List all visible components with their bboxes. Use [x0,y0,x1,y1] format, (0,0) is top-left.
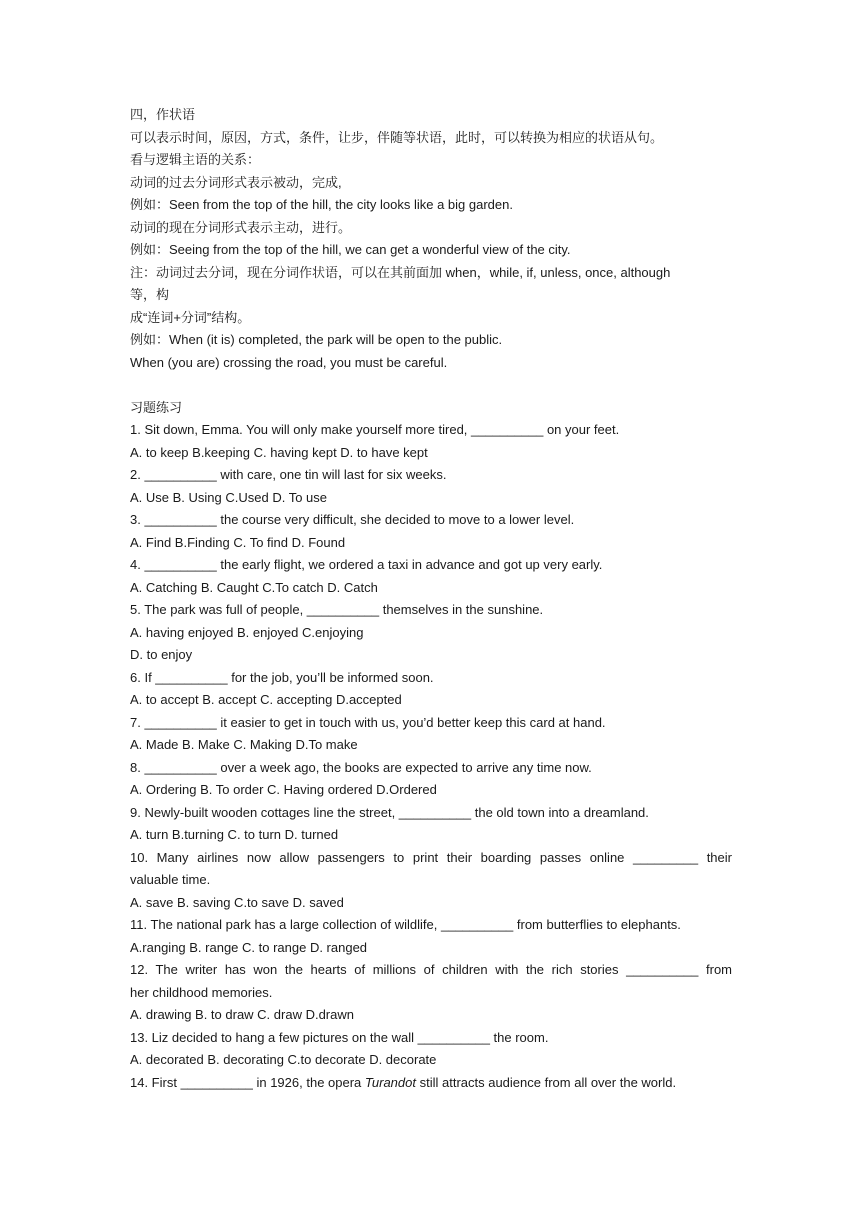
question-line: 9. Newly-built wooden cottages line the street, __________ the old town into a dreamland. [130,804,649,820]
options-line: A. to accept B. accept C. accepting D.accepted [130,692,402,707]
question-line: 8. __________ over a week ago, the books are expected to arrive any time now. [130,759,592,775]
options-line: A. to keep B.keeping C. having kept D. to have kept [130,444,428,460]
note-line: 注：动词过去分词，现在分词作状语，可以在其前面加 when，while, if, unless, once, although [130,264,671,280]
exercise-title: 习题练习 [130,399,183,415]
question-line: 5. The park was full of people, __________ themselves in the sunshine. [130,602,544,617]
question-line: 2. __________ with care, one tin will last for six weeks. [130,467,447,482]
options-line: A. Made B. Make C. Making D.To make [130,737,358,752]
question-line [130,1072,732,1095]
question-line: 6. If __________ for the job, you’ll be informed soon. [130,669,434,685]
note-line: 等，构 [130,287,170,302]
question-line: 13. Liz decided to hang a few pictures on the wall __________ the room. [130,1029,549,1045]
question-line: 3. __________ the course very difficult, she decided to move to a lower level. [130,512,575,527]
options-line: A. decorated B. decorating C.to decorate D. decorate [130,1052,437,1067]
options-line: D. to enjoy [130,647,193,662]
example-line: When (you are) crossing the road, you must be careful. [130,354,448,370]
intro-line: 看与逻辑主语的关系： [130,152,261,167]
question-line: 12. The writer has won the hearts of millions of children with the rich stories __________ from [130,962,732,977]
options-line: A. turn B.turning C. to turn D. turned [130,827,339,842]
intro-line: 动词的过去分词形式表示被动，完成, [130,174,342,190]
question-line: 10. Many airlines now allow passengers to print their boarding passes online _________ their [130,849,732,865]
question-line: valuable time. [130,872,211,887]
intro-line: 动词的现在分词形式表示主动，进行。 [130,219,352,235]
section-title: 四，作状语 [130,107,196,122]
opera-title: Turandot [364,1074,416,1090]
options-line: A. Find B.Finding C. To find D. Found [130,534,346,550]
question-line: 7. __________ it easier to get in touch with us, you’d better keep this card at hand. [130,714,606,730]
example-line: 例如：Seeing from the top of the hill, we can get a wonderful view of the city. [130,242,571,257]
intro-line: 可以表示时间，原因，方式，条件，让步，伴随等状语，此时，可以转换为相应的状语从句。 [130,129,664,145]
note-line: 成“连词+分词”结构。 [130,309,251,325]
example-line: 例如：Seen from the top of the hill, the city looks like a big garden. [130,197,513,212]
options-line: A. having enjoyed B. enjoyed C.enjoying [130,624,364,640]
question-text: 14. First __________ in 1926, the opera [130,1074,365,1090]
document-page [130,104,732,1094]
example-line: 例如：When (it is) completed, the park will be open to the public. [130,332,503,347]
options-line: A. Use B. Using C.Used D. To use [130,489,328,505]
question-text: still attracts audience from all over the world. [415,1074,677,1090]
question-line: 4. __________ the early flight, we ordered a taxi in advance and got up very early. [130,557,603,572]
options-line: A. Catching B. Caught C.To catch D. Catch [130,579,378,595]
blank-line [130,374,732,397]
options-line: A. Ordering B. To order C. Having ordered D.Ordered [130,782,437,797]
options-line: A.ranging B. range C. to range D. ranged [130,939,368,955]
question-line: 11. The national park has a large collection of wildlife, __________ from butterflies to elephants. [130,917,681,932]
options-line: A. save B. saving C.to save D. saved [130,894,344,910]
question-line: her childhood memories. [130,984,273,1000]
question-line: 1. Sit down, Emma. You will only make yourself more tired, __________ on your feet. [130,422,620,437]
options-line: A. drawing B. to draw C. draw D.drawn [130,1007,354,1022]
